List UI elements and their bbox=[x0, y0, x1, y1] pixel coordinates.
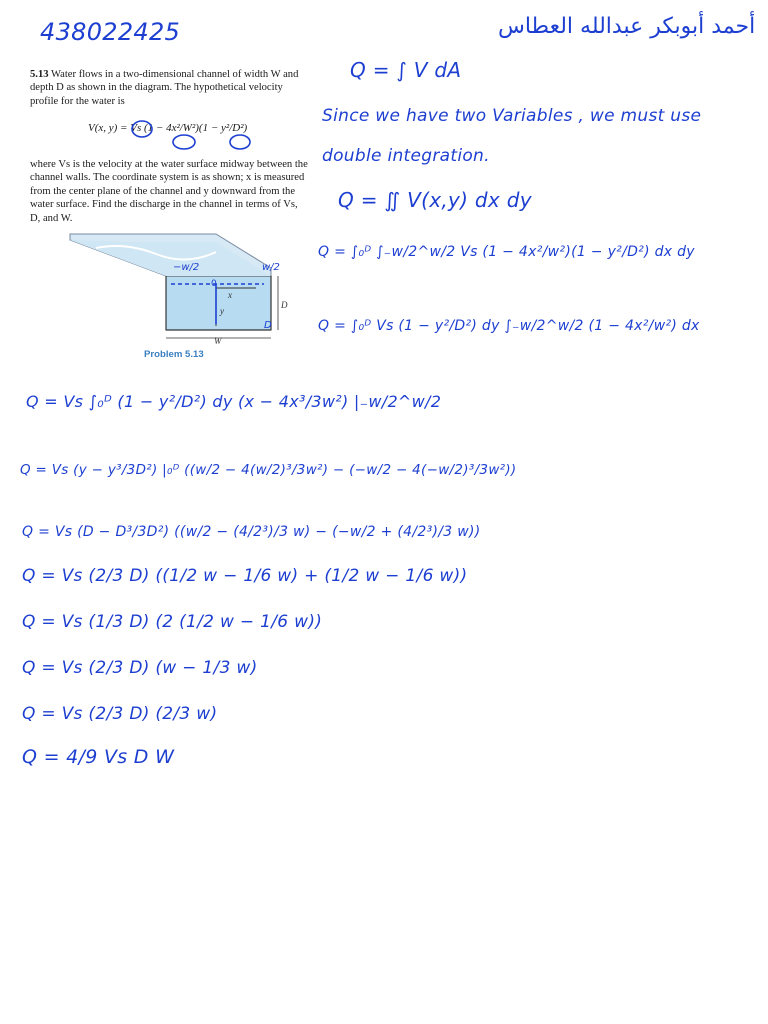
figure-caption: Problem 5.13 bbox=[144, 349, 204, 360]
label-x: x bbox=[228, 290, 232, 300]
label-depth-handwritten: D bbox=[264, 320, 272, 331]
label-width: W bbox=[214, 336, 222, 346]
solution-final-answer: Q = 4/9 Vs D W bbox=[22, 746, 175, 768]
solution-note-line1: Since we have two Variables , we must use bbox=[322, 106, 702, 126]
problem-description: where Vs is the velocity at the water surface midway between the channel walls. The coordinate system is as shown; x is measured from the center plane of the channel and y downward from the water surface. Find the discharge in the channel in terms of Vs, D, and W. bbox=[30, 159, 308, 224]
label-y: y bbox=[220, 306, 224, 316]
solution-step-2: Q = Vs (y − y³/3D²) |₀ᴰ ((w/2 − 4(w/2)³/3w²) − (−w/2 − 4(−w/2)³/3w²)) bbox=[20, 462, 517, 478]
label-depth: D bbox=[281, 300, 288, 310]
label-origin: 0 bbox=[211, 279, 217, 289]
solution-step-5: Q = Vs (1/3 D) (2 (1/2 w − 1/6 w)) bbox=[22, 612, 323, 632]
solution-step-3: Q = Vs (D − D³/3D²) ((w/2 − (4/2³)/3 w) − (−w/2 + (4/2³)/3 w)) bbox=[22, 524, 481, 540]
problem-statement-block bbox=[30, 68, 310, 108]
channel-diagram bbox=[66, 228, 296, 346]
solution-step-7: Q = Vs (2/3 D) (2/3 w) bbox=[22, 704, 218, 724]
solution-step-1: Q = Vs ∫₀ᴰ (1 − y²/D²) dy (x − 4x³/3w²) |₋w/2^w/2 bbox=[26, 392, 442, 411]
problem-statement: Water flows in a two-dimensional channel of width W and depth D as shown in the diagram. The hypothetical velocity profile for the water is bbox=[30, 69, 299, 107]
solution-note-line2: double integration. bbox=[322, 146, 490, 166]
solution-step-6: Q = Vs (2/3 D) (w − 1/3 w) bbox=[22, 658, 258, 678]
velocity-formula: V(x, y) = Vs (1 − 4x²/W²)(1 − y²/D²) bbox=[88, 122, 248, 134]
label-w-half-right: w/2 bbox=[262, 262, 280, 273]
solution-double-integral: Q = ∬ V(x,y) dx dy bbox=[338, 188, 532, 212]
student-id: 438022425 bbox=[40, 18, 181, 46]
solution-with-limits: Q = ∫₀ᴰ ∫₋w/2^w/2 Vs (1 − 4x²/w²)(1 − y²/D²) dx dy bbox=[318, 244, 695, 260]
problem-description-block bbox=[30, 158, 310, 225]
solution-step-4: Q = Vs (2/3 D) ((1/2 w − 1/6 w) + (1/2 w − 1/6 w)) bbox=[22, 566, 468, 586]
student-name: أحمد أبوبكر عبدالله العطاس bbox=[498, 14, 756, 39]
problem-number: 5.13 bbox=[30, 69, 49, 80]
solution-separated: Q = ∫₀ᴰ Vs (1 − y²/D²) dy ∫₋w/2^w/2 (1 − 4x²/w²) dx bbox=[318, 318, 700, 334]
formula-annotation-marks bbox=[128, 116, 258, 156]
label-w-half-left: −w/2 bbox=[173, 262, 200, 273]
solution-q-definition: Q = ∫ V dA bbox=[350, 58, 462, 82]
